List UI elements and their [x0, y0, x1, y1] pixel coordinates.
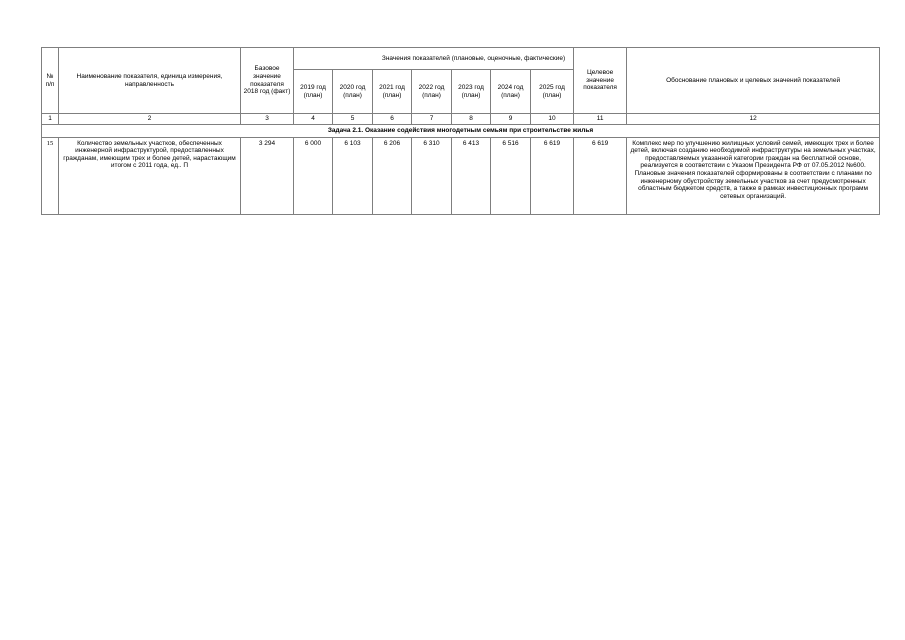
base-value: 3 294	[241, 137, 294, 214]
column-number: 12	[627, 114, 880, 125]
target-value: 6 619	[574, 137, 627, 214]
column-number: 8	[452, 114, 491, 125]
header-name: Наименование показателя, единица измерения, направленность	[59, 48, 241, 114]
column-number: 5	[333, 114, 373, 125]
header-year-2023: 2023 год (план)	[452, 70, 491, 114]
header-year-2019: 2019 год (план)	[294, 70, 333, 114]
value-2025: 6 619	[531, 137, 574, 214]
header-values-group: Значения показателей (плановые, оценочные, фактические)	[294, 48, 574, 70]
header-year-2021: 2021 год (план)	[373, 70, 412, 114]
column-number: 1	[42, 114, 59, 125]
value-2024: 6 516	[491, 137, 531, 214]
header-base-value: Базовое значение показателя 2018 год (факт)	[241, 48, 294, 114]
value-2019: 6 000	[294, 137, 333, 214]
column-number: 10	[531, 114, 574, 125]
task-row	[42, 124, 880, 137]
value-2020: 6 103	[333, 137, 373, 214]
table-row	[42, 137, 880, 214]
indicator-name: Количество земельных участков, обеспеченных инженерной инфраструктурой, предоставленных гражданам, имеющим трех и более детей, нарастающим итогом с 2011 года, ед.. П	[59, 137, 241, 214]
value-2023: 6 413	[452, 137, 491, 214]
header-year-2022: 2022 год (план)	[412, 70, 452, 114]
column-number: 7	[412, 114, 452, 125]
header-year-2020: 2020 год (план)	[333, 70, 373, 114]
column-number: 4	[294, 114, 333, 125]
column-number: 11	[574, 114, 627, 125]
value-2021: 6 206	[373, 137, 412, 214]
column-number-row	[42, 114, 880, 125]
column-number: 9	[491, 114, 531, 125]
row-num: 15	[42, 137, 59, 214]
column-number: 3	[241, 114, 294, 125]
task-title: Задача 2.1. Оказание содействия многодетным семьям при строительстве жилья	[42, 124, 880, 137]
column-number: 2	[59, 114, 241, 125]
value-2022: 6 310	[412, 137, 452, 214]
column-number: 6	[373, 114, 412, 125]
header-year-2024: 2024 год (план)	[491, 70, 531, 114]
header-row-1	[42, 48, 880, 70]
header-year-2025: 2025 год (план)	[531, 70, 574, 114]
justification-text: Комплекс мер по улучшению жилищных условий семей, имеющих трех и более детей, включая созданию необходимой инфраструктуры на земельных участках, предоставляемых указанной категории граждан на бесплатной основе, реализуется в соответствии с Указом Президента РФ от 07.05.2012 №600. Плановые значения показателей сформированы в соответствии с планами по инженерному обустройству земельных участков за счет предусмотренных областным бюджетом средств, а также в рамках инвестиционных программ сетевых организаций.	[627, 137, 880, 214]
header-justification: Обоснование плановых и целевых значений показателей	[627, 48, 880, 114]
header-target-value: Целевое значение показателя	[574, 48, 627, 114]
indicators-table	[41, 47, 880, 215]
header-num: № п/п	[42, 48, 59, 114]
